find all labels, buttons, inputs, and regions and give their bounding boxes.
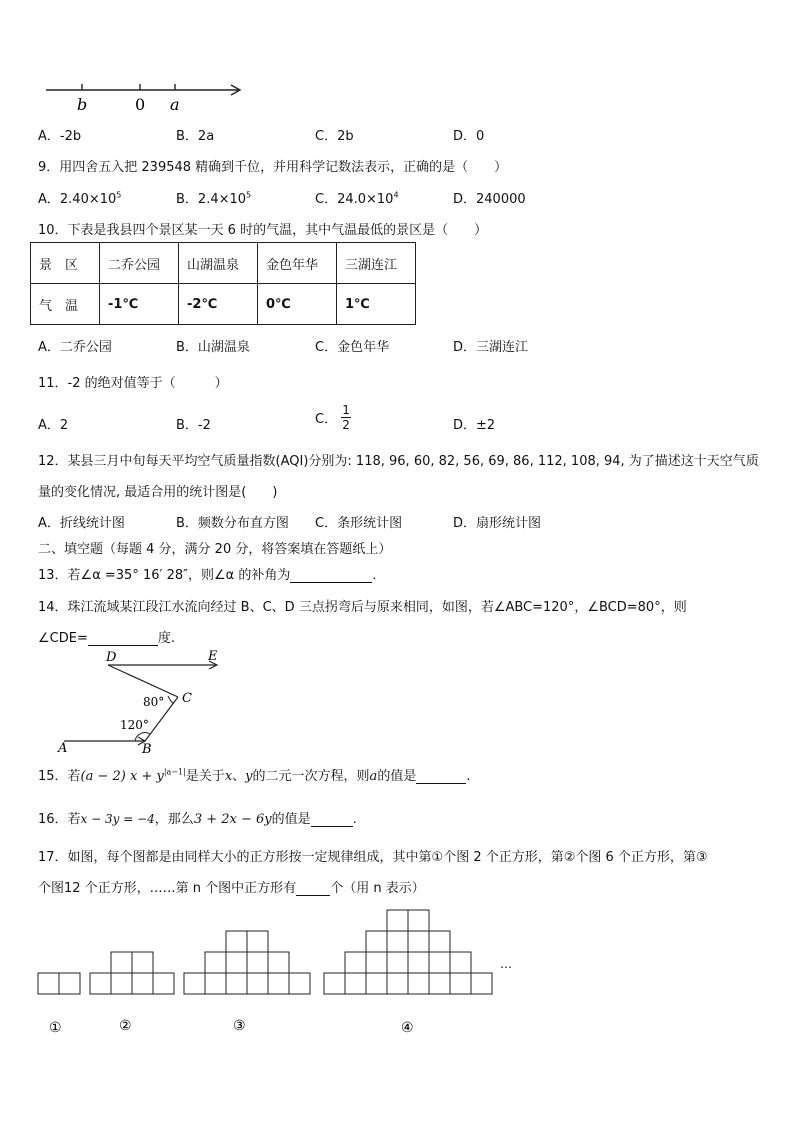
q9-option-b[interactable]: B．$2.4\times 10^5$	[176, 190, 252, 207]
table-cell: 山湖温泉	[179, 243, 258, 284]
table-cell: 气 温	[31, 284, 100, 325]
unit-square	[111, 973, 132, 994]
q15: 15．若(a − 2) $x + y^{|a-1|}$是关于x、y的二元一次方程，则a的值是 .	[38, 767, 471, 784]
q12-stem-line1: 12．某县三月中旬每天平均空气质量指数(AQI)分别为: 118, 96, 60, 82, 56, 69, 86, 112, 108, 94, 为了描述这十天空气质	[38, 454, 759, 469]
q17-line2: 个图12 个正方形，……第 n 个图中正方形有 个（用 n 表示）	[38, 881, 425, 896]
unit-square	[90, 973, 111, 994]
unit-square	[226, 931, 247, 952]
unit-square	[132, 973, 153, 994]
table-cell: -1℃	[100, 284, 179, 325]
figure-label-2: ②	[119, 1018, 132, 1034]
unit-square	[450, 952, 471, 973]
answer-blank[interactable]	[296, 881, 330, 896]
q12-option-b[interactable]: B．频数分布直方图	[176, 516, 289, 531]
answer-blank[interactable]	[290, 568, 372, 583]
q11-option-b[interactable]: B．-2	[176, 418, 211, 433]
table-cell: 0℃	[258, 284, 337, 325]
square-pattern-figure	[0, 900, 560, 1040]
numberline-label-zero: 0	[135, 95, 146, 114]
q11-option-a[interactable]: A．2	[38, 418, 69, 433]
table-cell: 景 区	[31, 243, 100, 284]
square-figure-1	[38, 973, 80, 994]
unit-square	[366, 931, 387, 952]
table-cell: 三湖连江	[337, 243, 416, 284]
figure-label-e: E	[208, 649, 218, 664]
unit-square	[59, 973, 80, 994]
figure-label-b: B	[142, 742, 152, 757]
section-heading: 二、填空题（每题 4 分，满分 20 分，将答案填在答题纸上）	[38, 542, 392, 557]
unit-square	[408, 973, 429, 994]
figure-label-3: ③	[233, 1018, 246, 1034]
table-row	[31, 284, 416, 325]
unit-square	[247, 952, 268, 973]
answer-blank[interactable]	[88, 631, 158, 646]
q9-option-a[interactable]: A．$2.40\times 10^5$	[38, 190, 122, 207]
table-cell: 1℃	[337, 284, 416, 325]
q12-option-c[interactable]: C．条形统计图	[315, 516, 403, 531]
unit-square	[429, 952, 450, 973]
q10-option-a[interactable]: A．二乔公园	[38, 340, 112, 355]
q9-stem: 9．用四舍五入把 239548 精确到千位，并用科学记数法表示，正确的是（ ）	[38, 160, 508, 175]
q10-option-d[interactable]: D．三湖连江	[453, 340, 529, 355]
ellipsis: …	[500, 957, 512, 971]
unit-square	[268, 973, 289, 994]
unit-square	[268, 952, 289, 973]
unit-square	[184, 973, 205, 994]
unit-square	[387, 973, 408, 994]
figure-label-a: A	[58, 741, 68, 756]
q10-option-b[interactable]: B．山湖温泉	[176, 340, 250, 355]
unit-square	[153, 973, 174, 994]
square-figure-4	[324, 910, 492, 994]
unit-square	[345, 973, 366, 994]
q8-option-b[interactable]: B．2a	[176, 129, 215, 144]
unit-square	[132, 952, 153, 973]
q10-stem: 10．下表是我县四个景区某一天 6 时的气温，其中气温最低的景区是（ ）	[38, 223, 488, 238]
q17-line1: 17．如图，每个图都是由同样大小的正方形按一定规律组成，其中第①个图 2 个正方形，第②个图 6 个正方形，第③	[38, 850, 708, 865]
numberline-label-a: a	[170, 95, 180, 114]
river-bend-figure	[56, 646, 231, 758]
unit-square	[38, 973, 59, 994]
q11-option-c[interactable]: C． $\frac{1}{2}$	[315, 403, 350, 432]
q12-stem-line2: 量的变化情况, 最适合用的统计图是( )	[38, 485, 278, 500]
unit-square	[205, 952, 226, 973]
number-line-figure	[44, 78, 249, 118]
q8-option-a[interactable]: A．-2b	[38, 129, 82, 144]
q14-line2: ∠CDE= 度.	[38, 631, 175, 646]
unit-square	[408, 910, 429, 931]
unit-square	[408, 952, 429, 973]
figure-label-d: D	[106, 650, 117, 665]
unit-square	[247, 973, 268, 994]
q8-option-d[interactable]: D．0	[453, 129, 485, 144]
q11-option-d[interactable]: D．±2	[453, 418, 496, 433]
unit-square	[471, 973, 492, 994]
figure-label-c: C	[182, 691, 192, 706]
unit-square	[366, 973, 387, 994]
q10-option-c[interactable]: C．金色年华	[315, 340, 390, 355]
q14-line1: 14．珠江流域某江段江水流向经过 B、C、D 三点拐弯后与原来相同，如图，若∠ABC=120°，∠BCD=80°，则	[38, 600, 687, 615]
unit-square	[226, 952, 247, 973]
q16: 16．若x − 3y = −4，那么3 + 2x − 6y的值是 .	[38, 812, 357, 827]
unit-square	[289, 973, 310, 994]
table-cell: 金色年华	[258, 243, 337, 284]
fraction: $\frac{1}{2}$	[342, 403, 350, 432]
unit-square	[408, 931, 429, 952]
figure-label-4: ④	[401, 1020, 414, 1036]
table-row	[31, 243, 416, 284]
q11-stem: 11．-2 的绝对值等于（ ）	[38, 376, 228, 391]
angle-label-c: 80°	[143, 695, 165, 709]
unit-square	[366, 952, 387, 973]
q13: 13．若∠α =35° 16′ 28″，则∠α 的补角为 ．	[38, 568, 386, 583]
unit-square	[387, 931, 408, 952]
unit-square	[324, 973, 345, 994]
table-cell: -2℃	[179, 284, 258, 325]
answer-blank[interactable]	[416, 769, 466, 784]
angle-label-b: 120°	[120, 718, 149, 732]
unit-square	[387, 910, 408, 931]
unit-square	[429, 931, 450, 952]
figure-label-1: ①	[49, 1020, 62, 1036]
q9-option-d[interactable]: D．240000	[453, 192, 526, 207]
q8-option-c[interactable]: C．2b	[315, 129, 354, 144]
answer-blank[interactable]	[311, 812, 353, 827]
table-cell: 二乔公园	[100, 243, 179, 284]
q9-option-c[interactable]: C．$24.0\times 10^4$	[315, 190, 399, 207]
temperature-table	[30, 242, 416, 325]
unit-square	[247, 931, 268, 952]
unit-square	[387, 952, 408, 973]
unit-square	[111, 952, 132, 973]
unit-square	[450, 973, 471, 994]
q12-option-a[interactable]: A．折线统计图	[38, 516, 125, 531]
unit-square	[429, 973, 450, 994]
q12-option-d[interactable]: D．扇形统计图	[453, 516, 542, 531]
square-figure-3	[184, 931, 310, 994]
unit-square	[205, 973, 226, 994]
unit-square	[345, 952, 366, 973]
unit-square	[226, 973, 247, 994]
numberline-label-b: b	[77, 95, 88, 114]
square-figure-2	[90, 952, 174, 994]
